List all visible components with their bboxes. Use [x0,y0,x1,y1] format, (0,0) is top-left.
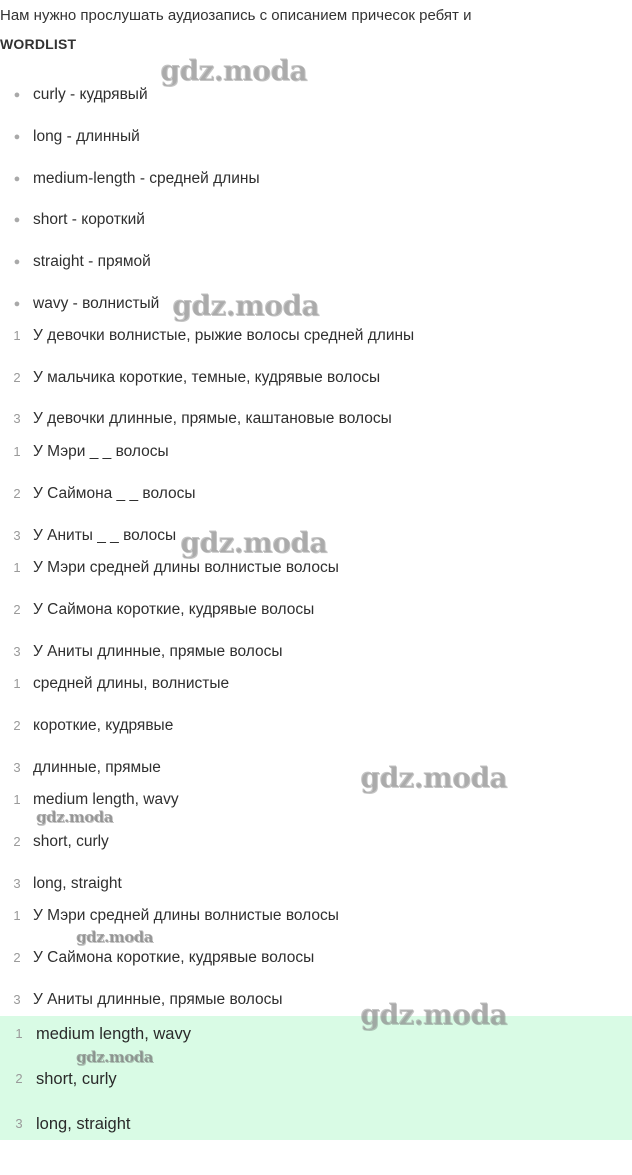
list-number: 2 [13,486,21,501]
list-item-text: длинные, прямые [33,759,161,776]
watermark: gdz.moda [36,808,113,826]
list-number: 3 [15,1116,23,1131]
watermark: gdz.moda [160,54,307,87]
list-item-text: У Аниты _ _ волосы [33,527,177,544]
list-item-text: короткие, кудрявые [33,717,174,734]
answer-item-text: short, curly [36,1070,117,1088]
list-item-text: У Аниты длинные, прямые волосы [33,643,283,660]
bullet-icon: ● [13,256,21,268]
watermark: gdz.moda [360,998,507,1031]
wordlist-item-text: straight - прямой [33,253,151,270]
list-number: 1 [13,328,21,343]
list-number: 3 [13,644,21,659]
list-item-text: У девочки волнистые, рыжие волосы средней длины [33,327,415,344]
list-number: 1 [13,444,21,459]
watermark: gdz.moda [76,1048,153,1066]
bullet-icon: ● [13,214,21,226]
list-item-text: short, curly [33,833,109,850]
wordlist-heading: WORDLIST [0,36,77,52]
watermark: gdz.moda [180,526,327,559]
bullet-icon: ● [13,131,21,143]
answer-item-text: medium length, wavy [36,1025,191,1043]
list-number: 3 [13,876,21,891]
wordlist-item-text: medium-length - средней длины [33,170,260,187]
list-number: 1 [13,908,21,923]
answer-highlight-block [0,1016,632,1140]
list-item-text: У Саймона короткие, кудрявые волосы [33,949,315,966]
list-item-text: У Мэри средней длины волнистые волосы [33,559,339,576]
list-number: 2 [13,950,21,965]
list-item-text: У Аниты длинные, прямые волосы [33,991,283,1008]
list-item-text: У Саймона _ _ волосы [33,485,196,502]
bullet-icon: ● [13,89,21,101]
watermark: gdz.moda [172,289,319,322]
wordlist-item-text: wavy - волнистый [33,295,160,312]
list-item-text: У Мэри _ _ волосы [33,443,169,460]
list-number: 1 [13,792,21,807]
list-number: 3 [13,528,21,543]
bullet-icon: ● [13,298,21,310]
list-item-text: long, straight [33,875,122,892]
list-number: 2 [15,1071,23,1086]
list-item-text: средней длины, волнистые [33,675,230,692]
bullet-icon: ● [13,173,21,185]
list-number: 2 [13,718,21,733]
list-number: 3 [13,760,21,775]
answer-item-text: long, straight [36,1115,131,1133]
list-number: 1 [13,560,21,575]
list-number: 3 [13,992,21,1007]
list-number: 1 [13,676,21,691]
list-item-text: У Саймона короткие, кудрявые волосы [33,601,315,618]
list-number: 3 [13,411,21,426]
wordlist-item-text: short - короткий [33,211,145,228]
wordlist-item-text: long - длинный [33,128,140,145]
list-number: 2 [13,602,21,617]
intro-text: Нам нужно прослушать аудиозапись с описанием причесок ребят и [0,7,472,24]
watermark: gdz.moda [360,761,507,794]
list-item-text: medium length, wavy [33,791,179,808]
list-number: 2 [13,370,21,385]
watermark: gdz.moda [76,928,153,946]
wordlist-item-text: curly - кудрявый [33,86,148,103]
list-item-text: У Мэри средней длины волнистые волосы [33,907,339,924]
list-item-text: У мальчика короткие, темные, кудрявые волосы [33,369,381,386]
list-item-text: У девочки длинные, прямые, каштановые волосы [33,410,392,427]
list-number: 2 [13,834,21,849]
list-number: 1 [15,1026,23,1041]
